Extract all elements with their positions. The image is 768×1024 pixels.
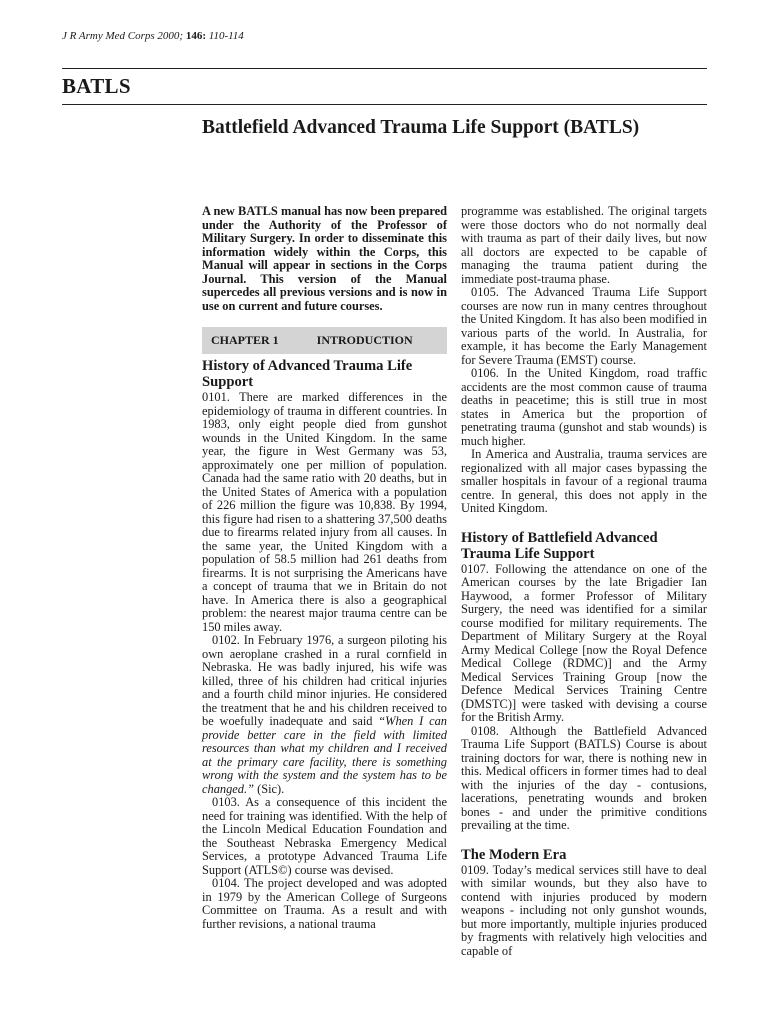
paragraph-0107: 0107. Following the attendance on one of the American courses by the late Brigadier Ian Haywood, a former Professor of Military Surgery, the need was identified for a similar course modified for military requirements. The Department of Military Surgery at the Royal Army Medical College [now the Royal Defence Medical College (RDMC)] and the Army Medical Services Training Group [now the Defence Medical Services Training Centre (DMSTC)] were tasked with devising a course for the British Army.	[461, 561, 707, 724]
journal-name: J R Army Med Corps 2000;	[62, 30, 184, 42]
paragraph-0102: 0102. In February 1976, a surgeon piloting his own aeroplane crashed in a rural cornfield in Nebraska. He was badly injured, his wife was killed, three of his children had critical injuries and a fourth child minor injuries. He considered the treatment that he and his children received to be woefully inadequate and said “When I can provide better care in the field with limited resources than what my children and I received at the primary care facility, there is something wrong with the system and the system has to be changed.” (Sic).	[202, 633, 447, 796]
section-label: BATLS	[62, 74, 131, 98]
journal-volume: 146:	[185, 30, 207, 42]
right-column	[461, 205, 707, 958]
top-rule	[62, 68, 707, 69]
abstract: A new BATLS manual has now been prepared under the Authority of the Professor of Military Surgery. In order to disseminate this information widely within the Corps, this Manual will appear in sections in the Corps Journal. This version of the Manual supercedes all previous versions and is now in use on current and future courses.	[202, 204, 447, 313]
paragraph-0104: 0104. The project developed and was adopted in 1979 by the American College of Surgeons Committee on Trauma. As a result and with further revisions, a national trauma	[202, 876, 447, 931]
paragraph-continued: programme was established. The original targets were those doctors who do not normally deal with trauma as part of their daily lives, but now all doctors are expected to be capable of managing the trauma patient during the immediate post-trauma phase.	[461, 204, 707, 286]
heading-history-batls: History of Battlefield Advanced Trauma Life Support	[461, 529, 658, 562]
paragraph-0108: 0108. Although the Battlefield Advanced Trauma Life Support (BATLS) Course is about training doctors for war, there is nothing new in this. Medical officers in former times had to deal with the injuries of the day - contusions, lacerations, penetrating wounds and broken bones - and under the primitive conditions prevailing at the time.	[461, 723, 707, 832]
journal-pages: 110-114	[208, 30, 244, 42]
chapter-banner	[202, 327, 447, 354]
paragraph-0109: 0109. Today’s medical services still have to deal with similar wounds, but they also have to contend with injuries produced by modern weapons - including not only gunshot wounds, but more importantly, multiple injuries produced by fragments with relatively high velocities and capable of	[461, 862, 707, 958]
chapter-name: INTRODUCTION	[316, 332, 413, 347]
bottom-rule	[62, 104, 707, 105]
left-column	[202, 205, 447, 931]
surgeon-quote: “When I can provide better care in the field with limited resources than what my children and I received at the primary care facility, there is something wrong with the system and the system has to be changed.”	[202, 714, 447, 796]
paragraph-0105: 0105. The Advanced Trauma Life Support courses are now run in many centres throughout the United Kingdom. It has also been modified in various parts of the world. In Australia, for example, it has become the Early Management for Severe Trauma (EMST) course.	[461, 285, 707, 367]
paragraph-regional: In America and Australia, trauma services are regionalized with all major cases bypassing the smaller hospitals in favour of a regional trauma centre. In general, this does not apply in the United Kingdom.	[461, 447, 707, 515]
chapter-number: CHAPTER 1	[211, 332, 279, 347]
paragraph-0103: 0103. As a consequence of this incident the need for training was identified. With the help of the Lincoln Medical Education Foundation and the Southeast Nebraska Emergency Medical Services, a prototype Advanced Trauma Life Support (ATLS©) course was devised.	[202, 795, 447, 877]
heading-modern-era: The Modern Era	[461, 846, 567, 863]
paragraph-0101: 0101. There are marked differences in the epidemiology of trauma in different countries. In 1983, only eight people died from gunshot wounds in the United Kingdom. In the same year, the figure in West Germany was 53, approximately one per million of population. Canada had the same ratio with 20 deaths, but in the United States of America with a population of 226 million the figure was 10,838. By 1994, this figure had risen to a shattering 37,500 deaths due to firearms related injury from all causes. In the same year, the United Kingdom with a population of 58.5 million had 261 deaths from firearms. It is not surprising the Americans have a concept of trauma that we in Britain do not have. In America there is also a geographical problem: the nearest major trauma centre can be 150 miles away.	[202, 390, 447, 634]
article-title: Battlefield Advanced Trauma Life Support (BATLS)	[202, 117, 640, 138]
journal-citation	[62, 30, 244, 42]
paragraph-0106: 0106. In the United Kingdom, road traffic accidents are the most common cause of trauma deaths in peacetime; this is still true in most states in America but the proportion of penetrating trauma (gunshot and stab wounds) is much higher.	[461, 366, 707, 448]
heading-history-atls: History of Advanced Trauma Life Support	[202, 358, 413, 390]
